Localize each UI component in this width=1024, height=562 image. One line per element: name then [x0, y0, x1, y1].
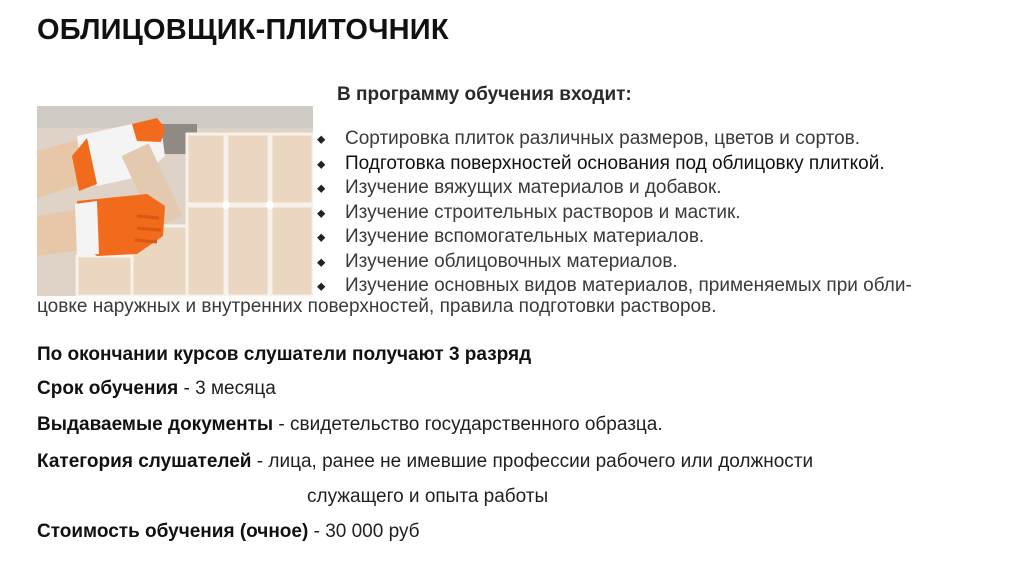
diamond-bullet-icon: ⬥ — [317, 254, 326, 269]
list-item: ⬥ Изучение строительных растворов и мастик. — [312, 201, 1002, 226]
diamond-bullet-icon: ⬥ — [317, 205, 326, 220]
diamond-bullet-icon: ⬥ — [317, 279, 326, 293]
cost-label: Стоимость обучения (очное) — [37, 521, 309, 542]
tile-installation-photo — [37, 106, 313, 296]
program-heading: В программу обучения входит: — [337, 84, 632, 105]
category-label: Категория слушателей — [37, 451, 252, 472]
list-item: ⬥ Сортировка плиток различных размеров, цветов и сортов. — [312, 127, 1002, 152]
duration-info — [37, 378, 276, 400]
diamond-bullet-icon: ⬥ — [317, 156, 326, 171]
documents-value: - свидетельство государственного образца. — [273, 414, 663, 435]
duration-label: Срок обучения — [37, 378, 179, 399]
rank-info — [37, 344, 531, 366]
rank-text: По окончании курсов слушатели получают 3 разряд — [37, 344, 532, 365]
category-info — [37, 451, 813, 473]
cost-info — [37, 521, 420, 543]
list-item: ⬥ Изучение вспомогательных материалов. — [312, 225, 1002, 250]
list-item: ⬥ Изучение облицовочных материалов. — [312, 250, 1002, 275]
duration-value: - 3 месяца — [178, 378, 276, 399]
program-list — [312, 127, 1002, 299]
category-value-continuation: служащего и опыта работы — [307, 486, 549, 507]
diamond-bullet-icon: ⬥ — [317, 181, 326, 195]
page-title: ОБЛИЦОВЩИК-ПЛИТОЧНИК — [37, 14, 449, 46]
list-item: ⬥ Изучение вяжущих материалов и добавок. — [312, 176, 1002, 201]
list-item: ⬥ Подготовка поверхностей основания под облицовку плиткой. — [312, 152, 1002, 177]
cost-value: - 30 000 руб — [308, 521, 420, 542]
diamond-bullet-icon: ⬥ — [317, 230, 326, 244]
list-item-continuation: цовке наружных и внутренних поверхностей, правила подготовки растворов. — [37, 296, 717, 317]
documents-label: Выдаваемые документы — [37, 414, 274, 435]
documents-info — [37, 414, 663, 436]
diamond-bullet-icon: ⬥ — [317, 132, 326, 146]
list-item: ⬥ Изучение основных видов материалов, применяемых при обли- — [312, 274, 1002, 299]
category-value: - лица, ранее не имевшие профессии рабочего или должности — [251, 451, 814, 472]
